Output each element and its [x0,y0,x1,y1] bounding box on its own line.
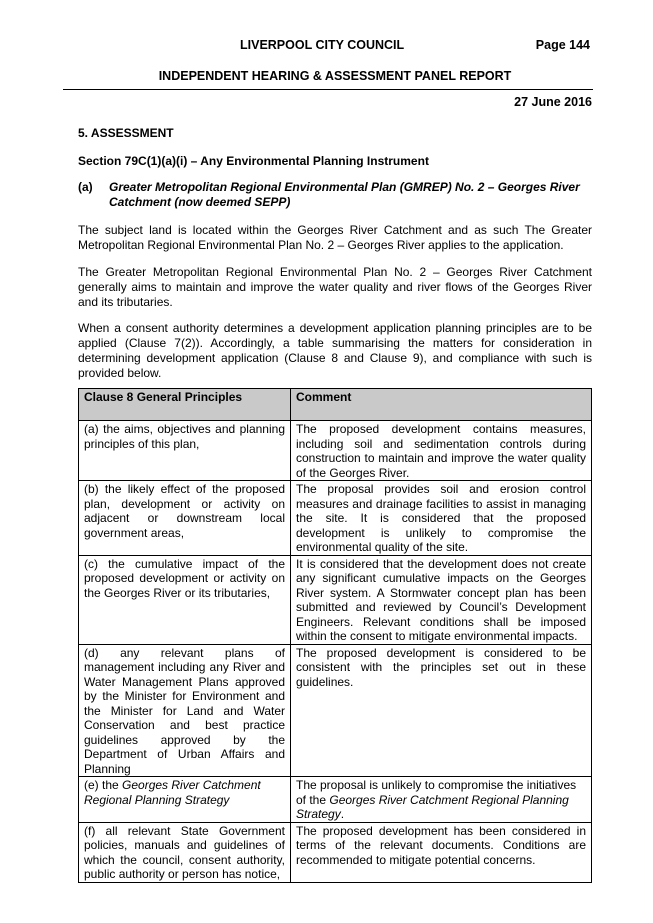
header-divider [63,89,593,90]
section-subheading: Section 79C(1)(a)(i) – Any Environmental Planning Instrument [78,154,429,168]
table-row [79,822,592,882]
table-row [79,481,592,556]
principle-cell: (a) the aims, objectives and planning principles of this plan, [79,421,291,481]
table-row [79,555,592,644]
principles-table [78,388,592,883]
principle-cell: (b) the likely effect of the proposed plan, development or activity on adjacent or downstream local government areas, [79,481,291,556]
comment-cell: The proposed development is considered to be consistent with the principles set out in these guidelines. [291,644,592,777]
page-number: Page 144 [535,38,590,52]
comment-cell: The proposed development contains measures, including soil and sedimentation controls during construction to maintain and improve the water quality of the Georges River. [291,421,592,481]
council-name: LIVERPOOL CITY COUNCIL [240,38,405,52]
comment-cell [291,777,592,823]
strategy-name: Georges River Catchment Regional Planning Strategy [84,778,261,807]
table-row [79,421,592,481]
header-line [78,38,592,54]
principle-cell: (f) all relevant State Government policies, manuals and guidelines of which the council, consent authority, public authority or person has notice, [79,822,291,882]
column-header-principles: Clause 8 General Principles [79,389,291,421]
subsection-a [78,180,592,210]
comment-cell: The proposal provides soil and erosion control measures and drainage facilities to assist in managing the site. It is considered that the proposed development is unlikely to compromise the environmental quality of the site. [291,481,592,556]
report-title: INDEPENDENT HEARING & ASSESSMENT PANEL REPORT [158,69,512,83]
table-row [79,644,592,777]
paragraph-3: When a consent authority determines a development application planning principles are to be applied (Clause 7(2)). Accordingly, a table summarising the matters for consideration in determining development application (Clause 8 and Clause 9), and compliance with such is provided below. [78,321,592,380]
subsection-title: Greater Metropolitan Regional Environmental Plan (GMREP) No. 2 – Georges River Catchment (now deemed SEPP) [109,180,580,209]
section-heading: 5. ASSESSMENT [78,126,174,140]
principle-cell: (c) the cumulative impact of the proposed development or activity on the Georges River or its tributaries, [79,555,291,644]
report-date: 27 June 2016 [514,95,592,109]
principle-prefix: (e) the [84,778,123,792]
subsection-label: (a) [78,180,93,194]
paragraph-2: The Greater Metropolitan Regional Environmental Plan No. 2 – Georges River Catchment generally aims to maintain and improve the water quality and river flows of the Georges River and its tributaries. [78,265,592,309]
comment-suffix: . [340,807,345,821]
table-row [79,777,592,823]
comment-cell: It is considered that the development does not create any significant cumulative impacts on the Georges River system. A Stormwater concept plan has been submitted and reviewed by Council’s Development Engineers. Relevant conditions shall be imposed within the consent to mitigate environmental impacts. [291,555,592,644]
column-header-comment: Comment [291,389,592,421]
comment-prefix: The proposal is unlikely to compromise the initiatives of the [296,778,577,807]
comment-cell: The proposed development has been considered in terms of the relevant documents. Conditions are recommended to mitigate potential concerns. [291,822,592,882]
principle-cell: (d) any relevant plans of management including any River and Water Management Plans approved by the Minister for Environment and the Minister for Land and Water Conservation and best practice guidelines approved by the Department of Urban Affairs and Planning [79,644,291,777]
strategy-name: Georges River Catchment Regional Planning Strategy [296,792,569,821]
principle-cell [79,777,291,823]
table-header-row [79,389,592,421]
paragraph-1: The subject land is located within the Georges River Catchment and as such The Greater Metropolitan Regional Environmental Plan No. 2 – Georges River applies to the application. [78,223,592,252]
